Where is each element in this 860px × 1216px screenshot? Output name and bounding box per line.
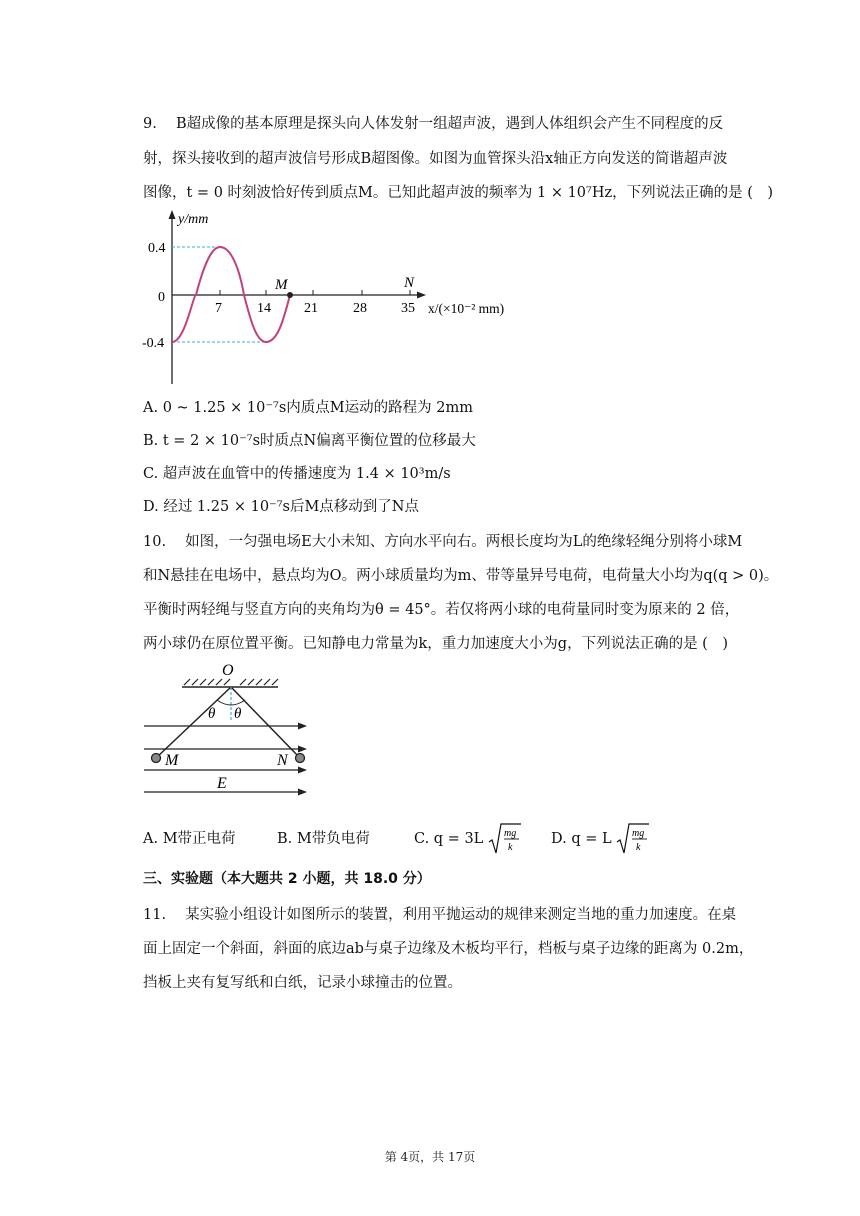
ball-n [296, 754, 305, 763]
q10-option-c-text: C. q = 3L [414, 831, 484, 847]
label-m: M [275, 277, 288, 293]
q9-wave-figure [140, 208, 540, 386]
y-axis-label: y/mm [178, 212, 209, 227]
sqrt-icon [616, 822, 650, 856]
ball-m [152, 754, 161, 763]
svg-text:mg: mg [632, 828, 645, 839]
y-tick-0: 0 [158, 290, 165, 305]
label-theta-left: θ [208, 706, 216, 722]
q10-field-figure [140, 658, 320, 800]
q9-option-a: A. 0 ~ 1.25 × 10⁻⁷s内质点M运动的路程为 2mm [143, 400, 473, 416]
q11-line-2: 面上固定一个斜面，斜面的底边ab与桌子边缘及木板均平行，档板与桌子边缘的距离为 0.2m， [143, 941, 754, 957]
q10-option-c [414, 822, 522, 856]
x-tick-28: 28 [353, 301, 367, 316]
x-axis-label: x/(×10⁻² mm) [428, 301, 505, 316]
page-footer: 第 4页，共 17页 [384, 1150, 476, 1164]
q10-option-d-text: D. q = L [551, 831, 612, 847]
q11-line-1: 11. 某实验小组设计如图所示的装置，利用平抛运动的规律来测定当地的重力加速度。在桌 [143, 907, 737, 923]
x-tick-7: 7 [215, 301, 222, 316]
label-n: N [277, 752, 288, 769]
q10-option-d [551, 822, 650, 856]
label-m: M [165, 752, 179, 769]
q9-option-d: D. 经过 1.25 × 10⁻⁷s后M点移动到了N点 [143, 499, 419, 515]
x-tick-21: 21 [304, 301, 318, 316]
svg-text:k: k [636, 842, 641, 853]
label-theta-right: θ [234, 706, 242, 722]
sqrt-icon [488, 822, 522, 856]
svg-text:mg: mg [503, 828, 517, 839]
point-m-dot [287, 292, 293, 298]
q10-line-4: 两小球仍在原位置平衡。已知静电力常量为k，重力加速度大小为g，下列说法正确的是 ( ) [143, 636, 728, 652]
q9-option-c: C. 超声波在血管中的传播速度为 1.4 × 10³m/s [143, 466, 451, 482]
q9-line-2: 射，探头接收到的超声波信号形成B超图像。如图为血管探头沿x轴正方向发送的简谐超声波 [143, 151, 728, 167]
x-tick-35: 35 [401, 301, 415, 316]
q10-option-b: B. M带负电荷 [277, 831, 370, 847]
label-o: O [222, 662, 234, 679]
x-tick-14: 14 [257, 301, 271, 316]
q9-line-1: 9. B超成像的基本原理是探头向人体发射一组超声波，遇到人体组织会产生不同程度的反 [143, 116, 724, 132]
q10-line-2: 和N悬挂在电场中，悬点均为O。两小球质量均为m、带等量异号电荷，电荷量大小均为q(q > 0)。 [143, 568, 779, 584]
label-n: N [404, 275, 415, 291]
q9-line-3: 图像，t = 0 时刻波恰好传到质点M。已知此超声波的频率为 1 × 10⁷Hz，下列说法正确的是 ( ) [143, 185, 774, 201]
y-tick-neg-0.4: -0.4 [142, 336, 165, 351]
section-heading: 三、实验题（本大题共 2 小题，共 18.0 分） [143, 871, 431, 887]
q10-option-a: A. M带正电荷 [143, 831, 236, 847]
q10-line-1: 10. 如图，一匀强电场E大小未知、方向水平向右。两根长度均为L的绝缘轻绳分别将小球M [143, 534, 743, 550]
q10-line-3: 平衡时两轻绳与竖直方向的夹角均为θ = 45°。若仅将两小球的电荷量同时变为原来的 2 倍， [143, 602, 740, 618]
svg-text:k: k [507, 842, 513, 853]
label-e: E [217, 775, 227, 792]
q9-option-b: B. t = 2 × 10⁻⁷s时质点N偏离平衡位置的位移最大 [143, 433, 476, 449]
q11-line-3: 挡板上夹有复写纸和白纸，记录小球撞击的位置。 [143, 975, 462, 991]
y-tick-0.4: 0.4 [148, 241, 166, 256]
